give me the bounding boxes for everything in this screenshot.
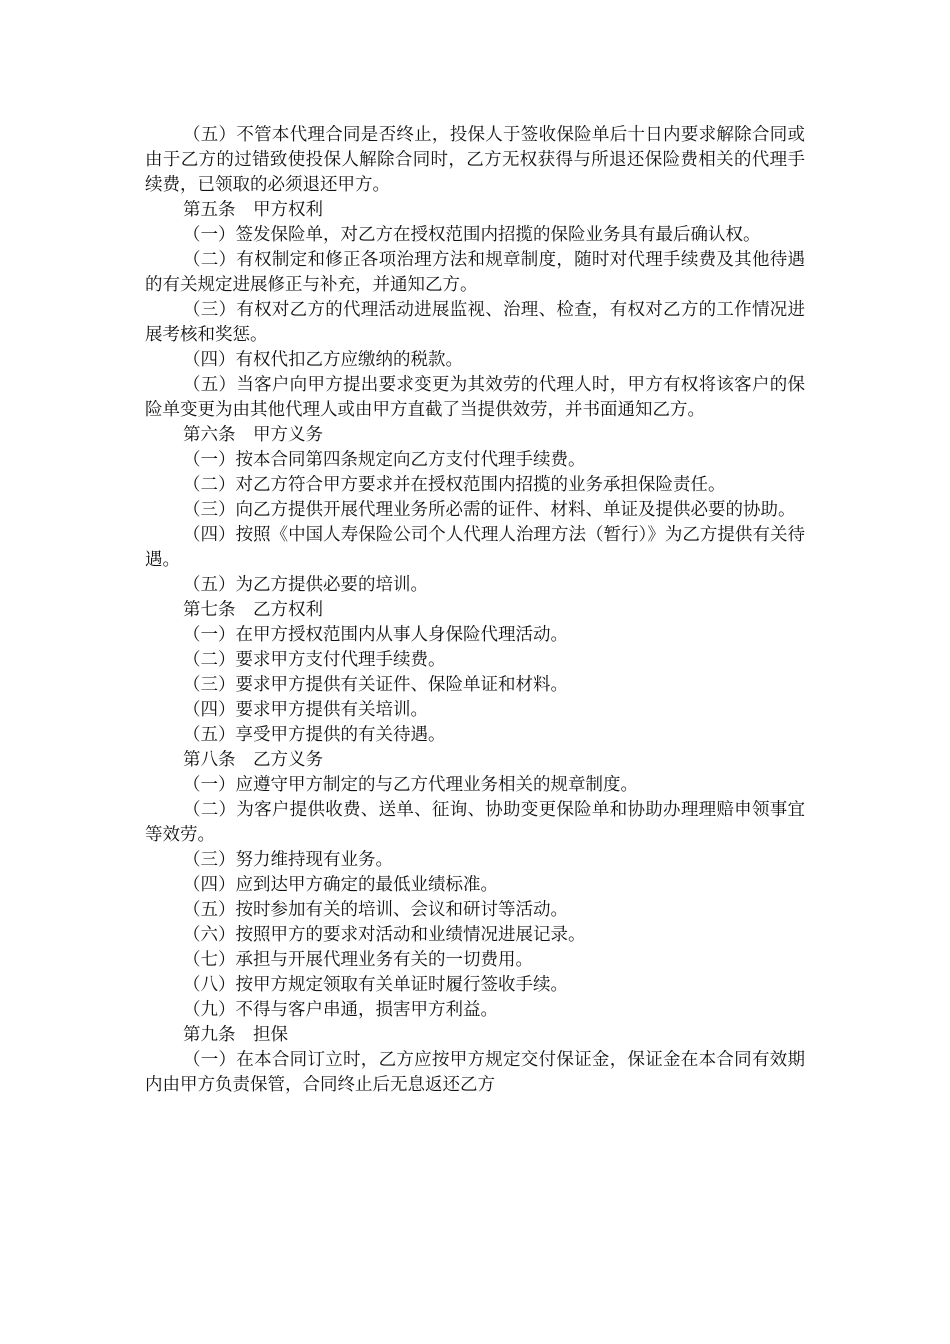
clause-8-item-8: （八）按甲方规定领取有关单证时履行签收手续。 (183, 975, 568, 995)
clause-8-item-9: （九）不得与客户串通，损害甲方利益。 (183, 1000, 498, 1020)
clause-7-item-4: （四）要求甲方提供有关培训。 (183, 700, 428, 720)
clause-5-item-2: （二）有权制定和修正各项治理方法和规章制度，随时对代理手续费及其他待遇的有关规定进展修正与补充，并通知乙方。 (145, 250, 805, 295)
clause-6-item-3: （三）向乙方提供开展代理业务所必需的证件、材料、单证及提供必要的协助。 (183, 500, 796, 520)
article-7-heading: 第七条 乙方权利 (183, 600, 323, 620)
clause-6-item-4: （四）按照《中国人寿保险公司个人代理人治理方法（暂行）》为乙方提供有关待遇。 (145, 525, 805, 570)
clause-6-item-1: （一）按本合同第四条规定向乙方支付代理手续费。 (183, 450, 586, 470)
clause-7-item-5: （五）享受甲方提供的有关待遇。 (183, 725, 446, 745)
clause-8-item-5: （五）按时参加有关的培训、会议和研讨等活动。 (183, 900, 568, 920)
clause-6-item-2: （二）对乙方符合甲方要求并在授权范围内招揽的业务承担保险责任。 (183, 475, 726, 495)
clause-7-item-3: （三）要求甲方提供有关证件、保险单证和材料。 (183, 675, 568, 695)
clause-8-item-6: （六）按照甲方的要求对活动和业绩情况进展记录。 (183, 925, 586, 945)
clause-4-item-5: （五）不管本代理合同是否终止，投保人于签收保险单后十日内要求解除合同或由于乙方的过错致使投保人解除合同时，乙方无权获得与所退还保险费相关的代理手续费，已领取的必须退还甲方。 (145, 125, 805, 195)
article-9-heading: 第九条 担保 (183, 1025, 288, 1045)
clause-8-item-1: （一）应遵守甲方制定的与乙方代理业务相关的规章制度。 (183, 775, 638, 795)
clause-9-item-1: （一）在本合同订立时，乙方应按甲方规定交付保证金，保证金在本合同有效期内由甲方负责保管，合同终止后无息返还乙方 (145, 1050, 805, 1095)
clause-8-item-2: （二）为客户提供收费、送单、征询、协助变更保险单和协助办理理赔申领事宜等效劳。 (145, 800, 805, 845)
clause-6-item-5: （五）为乙方提供必要的培训。 (183, 575, 428, 595)
article-8-heading: 第八条 乙方义务 (183, 750, 323, 770)
clause-5-item-4: （四）有权代扣乙方应缴纳的税款。 (183, 350, 463, 370)
clause-7-item-1: （一）在甲方授权范围内从事人身保险代理活动。 (183, 625, 568, 645)
clause-8-item-4: （四）应到达甲方确定的最低业绩标准。 (183, 875, 498, 895)
article-6-heading: 第六条 甲方义务 (183, 425, 323, 445)
clause-8-item-3: （三）努力维持现有业务。 (183, 850, 393, 870)
clause-8-item-7: （七）承担与开展代理业务有关的一切费用。 (183, 950, 533, 970)
article-5-heading: 第五条 甲方权利 (183, 200, 323, 220)
clause-5-item-1: （一）签发保险单，对乙方在授权范围内招揽的保险业务具有最后确认权。 (183, 225, 761, 245)
clause-5-item-3: （三）有权对乙方的代理活动进展监视、治理、检查，有权对乙方的工作情况进展考核和奖惩。 (145, 300, 805, 345)
clause-7-item-2: （二）要求甲方支付代理手续费。 (183, 650, 446, 670)
document-body (145, 123, 805, 1098)
clause-5-item-5: （五）当客户向甲方提出要求变更为其效劳的代理人时，甲方有权将该客户的保险单变更为由其他代理人或由甲方直截了当提供效劳，并书面通知乙方。 (145, 375, 805, 420)
